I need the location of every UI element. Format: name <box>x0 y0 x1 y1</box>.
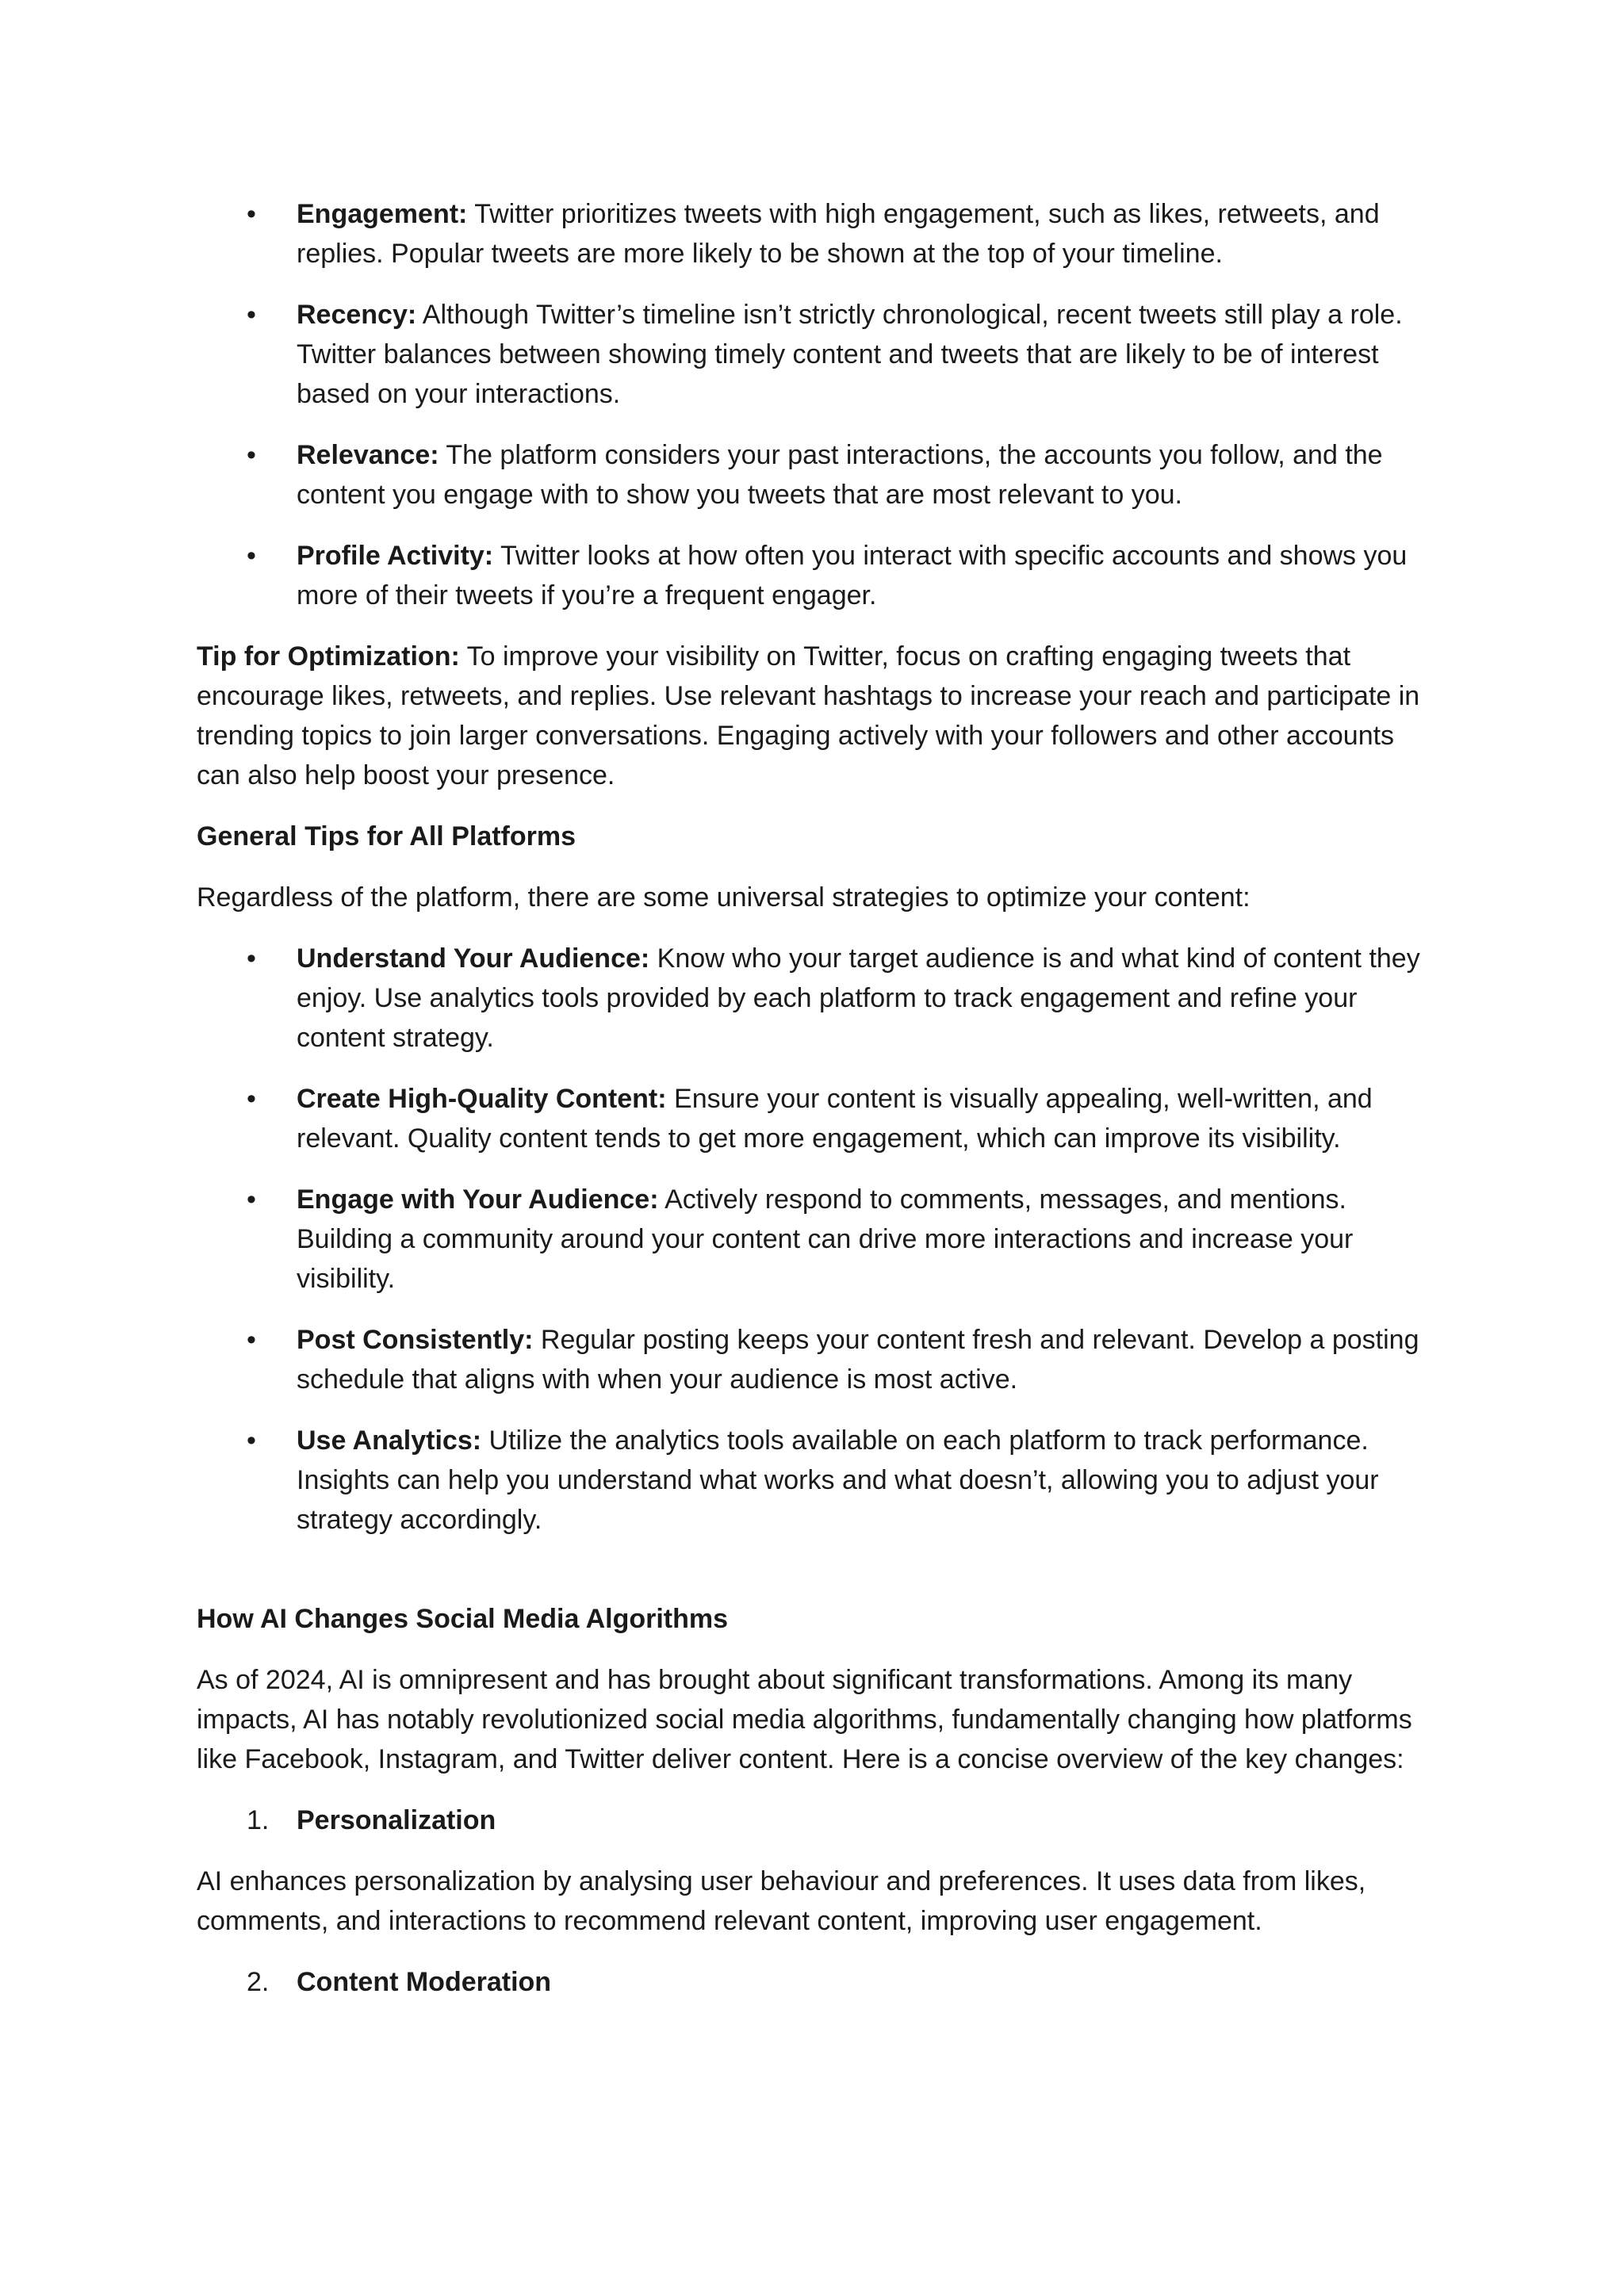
personalization-text: AI enhances personalization by analysing user behaviour and preferences. It uses data from likes, comments, and interactions to recommend relevant content, improving user engagement. <box>197 1866 1366 1936</box>
list-item <box>197 435 1434 515</box>
list-item-text: Utilize the analytics tools available on each platform to track performance. Insights can help you understand what works and what doesn’t, allowing you to adjust your strategy accordingly. <box>297 1425 1379 1535</box>
list-item-text: Know who your target audience is and what kind of content they enjoy. Use analytics tools provided by each platform to track engagement and refine your content strategy. <box>297 943 1420 1053</box>
item-number: 2. <box>247 1967 270 1997</box>
numbered-item-content-moderation <box>197 1962 1434 2002</box>
list-item <box>197 194 1434 274</box>
twitter-factors-list <box>197 194 1434 615</box>
item-number: 1. <box>247 1805 270 1835</box>
list-item-term: Recency: <box>297 300 417 330</box>
list-item <box>197 536 1434 615</box>
list-item-text: Ensure your content is visually appealing, well-written, and relevant. Quality content tends to get more engagement, which can improve its visibility. <box>297 1084 1373 1154</box>
list-item-term: Use Analytics: <box>297 1425 482 1456</box>
list-item-term: Engage with Your Audience: <box>297 1184 659 1215</box>
list-item <box>197 1421 1434 1540</box>
list-item <box>197 295 1434 414</box>
list-item <box>197 939 1434 1058</box>
ai-section-heading: How AI Changes Social Media Algorithms <box>197 1604 729 1634</box>
ai-section-intro: As of 2024, AI is omnipresent and has brought about significant transformations. Among its many impacts, AI has notably revolutionized social media algorithms, fundamentally changing how platforms like Facebook, Instagram, and Twitter deliver content. Here is a concise overview of the key changes: <box>197 1665 1412 1774</box>
list-item <box>197 1180 1434 1299</box>
tip-text: To improve your visibility on Twitter, focus on crafting engaging tweets that encourage likes, retweets, and replies. Use relevant hashtags to increase your reach and participate in trending topics to join larger conversations. Engaging actively with your followers and other accounts can also help boost your presence. <box>197 641 1420 790</box>
list-item-text: The platform considers your past interactions, the accounts you follow, and the content you engage with to show you tweets that are most relevant to you. <box>297 440 1383 510</box>
list-item-term: Understand Your Audience: <box>297 943 650 974</box>
list-item-term: Profile Activity: <box>297 541 494 571</box>
general-tips-heading: General Tips for All Platforms <box>197 821 576 851</box>
list-item-text: Twitter prioritizes tweets with high engagement, such as likes, retweets, and replies. Popular tweets are more likely to be shown at the top of your timeline. <box>297 199 1380 269</box>
list-item-text: Twitter looks at how often you interact with specific accounts and shows you more of their tweets if you’re a frequent engager. <box>297 541 1408 610</box>
list-item <box>197 1079 1434 1158</box>
list-item-text: Regular posting keeps your content fresh and relevant. Develop a posting schedule that aligns with when your audience is most active. <box>297 1325 1419 1395</box>
optimization-tip <box>197 637 1434 795</box>
list-item-term: Create High-Quality Content: <box>297 1084 667 1114</box>
item-title: Content Moderation <box>297 1967 552 1997</box>
item-title: Personalization <box>297 1805 496 1835</box>
list-item <box>197 1320 1434 1399</box>
numbered-item-personalization <box>197 1800 1434 1840</box>
general-tips-list <box>197 939 1434 1540</box>
list-item-term: Relevance: <box>297 440 439 470</box>
list-item-text: Actively respond to comments, messages, and mentions. Building a community around your content can drive more interactions and increase your visibility. <box>297 1184 1354 1294</box>
list-item-term: Engagement: <box>297 199 468 229</box>
tip-label: Tip for Optimization: <box>197 641 460 672</box>
section-spacer <box>197 1561 1434 1599</box>
list-item-text: Although Twitter’s timeline isn’t strictly chronological, recent tweets still play a role. Twitter balances between showing timely content and tweets that are likely to be of interest based on your interactions. <box>297 300 1403 409</box>
list-item-term: Post Consistently: <box>297 1325 534 1355</box>
general-tips-intro: Regardless of the platform, there are some universal strategies to optimize your content: <box>197 882 1251 913</box>
